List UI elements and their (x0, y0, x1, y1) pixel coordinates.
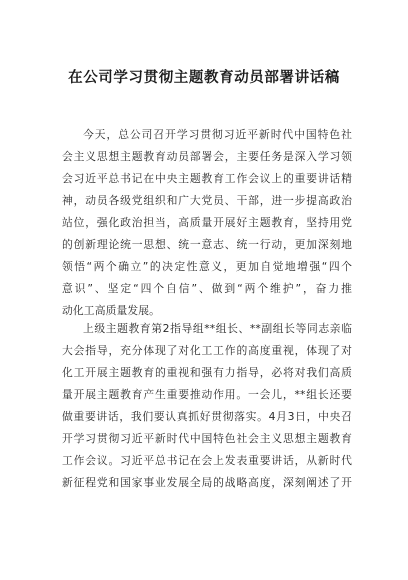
text-line: 工作会议。习近平总书记在会上发表重要讲话，从新时代 (62, 454, 352, 467)
text-line: 开学习贯彻习近平新时代中国特色社会主义思想主题教育 (62, 432, 352, 445)
text-line: 量开展主题教育产生重要推动作用。一会儿，**组长还要 (62, 388, 352, 401)
text-line: 意识”、坚定“四个自信”、做到“两个维护”，奋力推 (62, 282, 352, 295)
text-line: 大会指导，充分体现了对化工工作的高度重视，体现了对 (62, 344, 352, 357)
paragraph-2 (62, 318, 352, 494)
text-line: 领悟“两个确立”的决定性意义，更加自觉地增强“四个 (62, 260, 352, 273)
text-line: 今天，总公司召开学习贯彻习近平新时代中国特色社 (83, 128, 352, 141)
text-line: 会主义思想主题教育动员部署会，主要任务是深入学习领 (62, 150, 352, 163)
text-line: 神，动员各级党组织和广大党员、干部，进一步提高政治 (62, 194, 352, 207)
text-line: 上级主题教育第2指导组**组长、**副组长等同志亲临 (83, 322, 352, 335)
text-line: 新征程党和国家事业发展全局的战略高度，深刻阐述了开 (62, 476, 352, 489)
text-line: 做重要讲话，我们要认真抓好贯彻落实。4月3日，中央召 (62, 410, 352, 423)
document-title: 在公司学习贯彻主题教育动员部署讲话稿 (68, 70, 340, 86)
text-line: 站位，强化政治担当，高质量开展好主题教育，坚持用党 (62, 216, 352, 229)
text-line: 动化工高质量发展。 (62, 304, 161, 317)
text-line: 会习近平总书记在中央主题教育工作会议上的重要讲话精 (62, 172, 352, 185)
text-line: 的创新理论统一思想、统一意志、统一行动，更加深刻地 (62, 238, 352, 251)
paragraph-1 (62, 124, 352, 322)
text-line: 化工开展主题教育的重视和强有力指导，必将对我们高质 (62, 366, 352, 379)
